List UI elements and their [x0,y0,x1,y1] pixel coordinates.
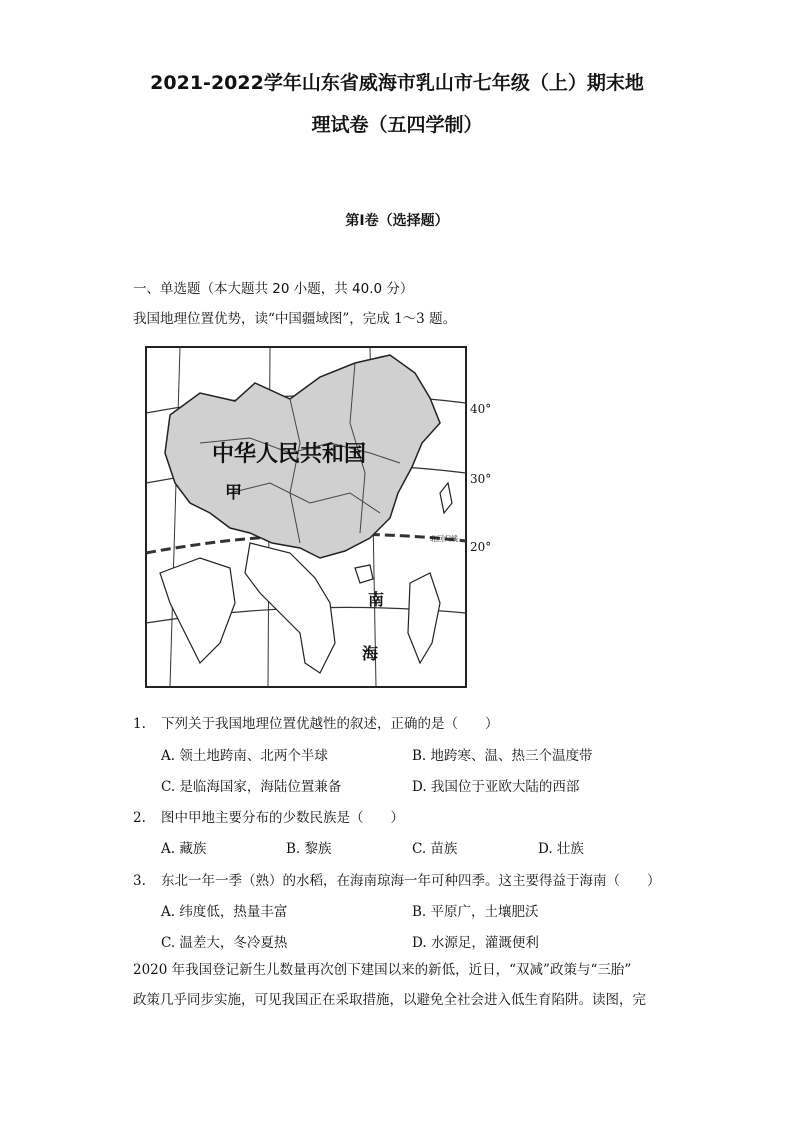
sea-label-1: 南 [368,590,385,609]
document-title-line-2: 理试卷（五四学制） [311,114,483,136]
question-3-option-b[interactable]: B. 平原广，土壤肥沃 [412,904,539,920]
passage-line-2: 政策几乎同步实施，可见我国正在采取措施，以避免全社会进入低生育陷阱。读图，完 [133,992,646,1008]
question-2 [133,806,404,826]
country-label: 中华人民共和国 [212,442,367,467]
question-1 [133,712,499,732]
question-3-stem: 东北一年一季（熟）的水稻，在海南琼海一年可种四季。这主要得益于海南（ ） [161,873,661,889]
question-3 [133,869,661,889]
question-2-option-d[interactable]: D. 壮族 [538,841,584,857]
question-3-option-c[interactable]: C. 温差大，冬冷夏热 [161,935,288,951]
lat-20-label: 20° [470,540,492,554]
question-2-stem: 图中甲地主要分布的少数民族是（ ） [161,810,404,826]
question-1-option-c[interactable]: C. 是临海国家，海陆位置兼备 [161,779,342,795]
china-territory-map [140,343,500,693]
question-2-option-a[interactable]: A. 藏族 [161,841,207,857]
document-title-line-1: 2021-2022学年山东省威海市乳山市七年级（上）期末地 [150,72,644,94]
part-heading: 一、单选题（本大题共 20 小题，共 40.0 分） [133,281,414,297]
question-3-option-a[interactable]: A. 纬度低，热量丰富 [161,904,288,920]
lat-30-label: 30° [470,472,492,486]
question-1-number: 1. [133,716,146,732]
question-1-option-b[interactable]: B. 地跨寒、温、热三个温度带 [412,748,593,764]
question-1-stem: 下列关于我国地理位置优越性的叙述，正确的是（ ） [161,716,499,732]
sea-label-2: 海 [362,644,379,663]
part-intro: 我国地理位置优势，读“中国疆域图”，完成 1～3 题。 [133,311,457,327]
question-2-number: 2. [133,810,146,826]
region-jia-label: 甲 [225,483,242,503]
question-3-option-d[interactable]: D. 水源足，灌溉便利 [412,935,539,951]
tropic-label: 北回归线 [430,535,458,543]
question-2-option-c[interactable]: C. 苗族 [412,841,458,857]
question-3-number: 3. [133,873,146,889]
lat-40-label: 40° [470,402,492,416]
passage [133,955,663,1015]
section-heading: 第Ⅰ卷（选择题） [345,213,449,229]
map-graphic [140,343,500,693]
question-1-option-d[interactable]: D. 我国位于亚欧大陆的西部 [412,779,580,795]
question-2-option-b[interactable]: B. 黎族 [286,841,332,857]
question-1-option-a[interactable]: A. 领土地跨南、北两个半球 [161,748,328,764]
passage-line-1: 2020 年我国登记新生儿数量再次创下建国以来的新低，近日，“双减”政策与“三胎” [133,962,632,978]
